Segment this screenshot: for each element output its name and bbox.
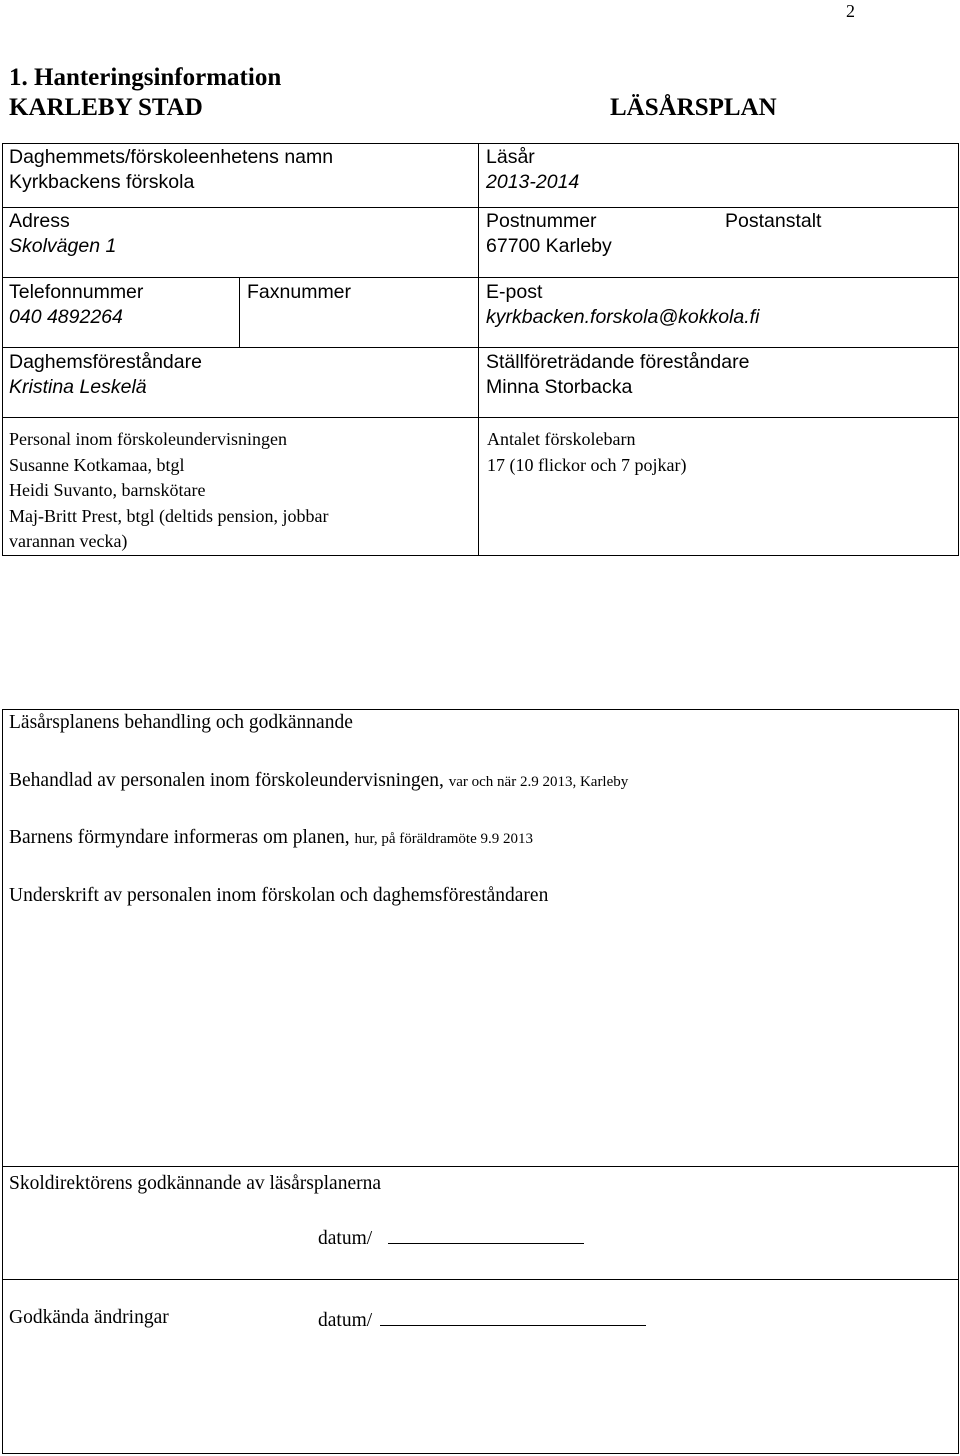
deputy-value: Minna Storbacka (486, 376, 633, 398)
phone-label: Telefonnummer (9, 281, 144, 303)
address-label: Adress (9, 210, 70, 232)
postal-cell (486, 209, 612, 259)
staff-line: Heidi Suvanto, barnskötare (9, 480, 206, 500)
address-cell (9, 209, 116, 259)
postal-value: 67700 Karleby (486, 235, 612, 257)
director-approval-label: Skoldirektörens godkännande av läsårsplanerna (9, 1173, 382, 1194)
date-line-1 (318, 1223, 584, 1252)
director-label: Daghemsföreståndare (9, 351, 202, 373)
date-blank-line[interactable] (388, 1223, 584, 1244)
email-cell (486, 280, 759, 330)
school-year-cell (486, 145, 579, 195)
fax-label: Faxnummer (247, 281, 352, 303)
guardians-label: Barnens förmyndare informeras om planen, (9, 827, 350, 848)
deputy-cell (486, 350, 749, 400)
section-title: 1. Hanteringsinformation (9, 64, 282, 91)
processed-label: Behandlad av personalen inom förskoleundervisningen, (9, 770, 444, 791)
unit-name-value: Kyrkbackens förskola (9, 171, 195, 193)
processed-value: var och när 2.9 2013, Karleby (448, 774, 629, 790)
page-number: 2 (846, 1, 855, 21)
staff-cell (9, 427, 328, 555)
processed-line (9, 768, 628, 795)
date-blank-line[interactable] (380, 1305, 646, 1326)
phone-value: 040 4892264 (9, 306, 123, 328)
director-cell (9, 350, 202, 400)
school-year-label: Läsår (486, 146, 535, 168)
children-label: Antalet förskolebarn (487, 429, 636, 449)
plan-title: LÄSÅRSPLAN (610, 94, 777, 121)
approval-heading: Läsårsplanens behandling och godkännande (9, 712, 353, 733)
date-label: datum/ (318, 1228, 373, 1249)
changes-label: Godkända ändringar (9, 1307, 169, 1328)
staff-line: varannan vecka) (9, 531, 128, 551)
signature-label: Underskrift av personalen inom förskolan och daghemsföreståndaren (9, 885, 549, 906)
email-value: kyrkbacken.forskola@kokkola.fi (486, 306, 760, 328)
city-title: KARLEBY STAD (9, 94, 203, 121)
deputy-label: Ställföreträdande föreståndare (486, 351, 750, 373)
unit-name-label: Daghemmets/förskoleenhetens namn (9, 146, 334, 168)
school-year-value: 2013-2014 (486, 171, 580, 193)
phone-cell (9, 280, 143, 330)
postal-code-label: Postnummer (486, 210, 597, 232)
email-label: E-post (486, 281, 543, 303)
director-value: Kristina Leskelä (9, 376, 147, 398)
date-label: datum/ (318, 1310, 373, 1331)
staff-label: Personal inom förskoleundervisningen (9, 429, 287, 449)
postal-office-label: Postanstalt (725, 210, 822, 232)
unit-name-cell (9, 145, 333, 195)
children-value: 17 (10 flickor och 7 pojkar) (487, 454, 687, 475)
date-line-2 (318, 1305, 646, 1334)
children-cell (487, 427, 686, 478)
guardians-line (9, 825, 533, 852)
staff-line: Susanne Kotkamaa, btgl (9, 454, 185, 475)
address-value: Skolvägen 1 (9, 235, 117, 257)
staff-line: Maj-Britt Prest, btgl (deltids pension, jobbar (9, 505, 329, 526)
guardians-value: hur, på föräldramöte 9.9 2013 (354, 831, 533, 847)
